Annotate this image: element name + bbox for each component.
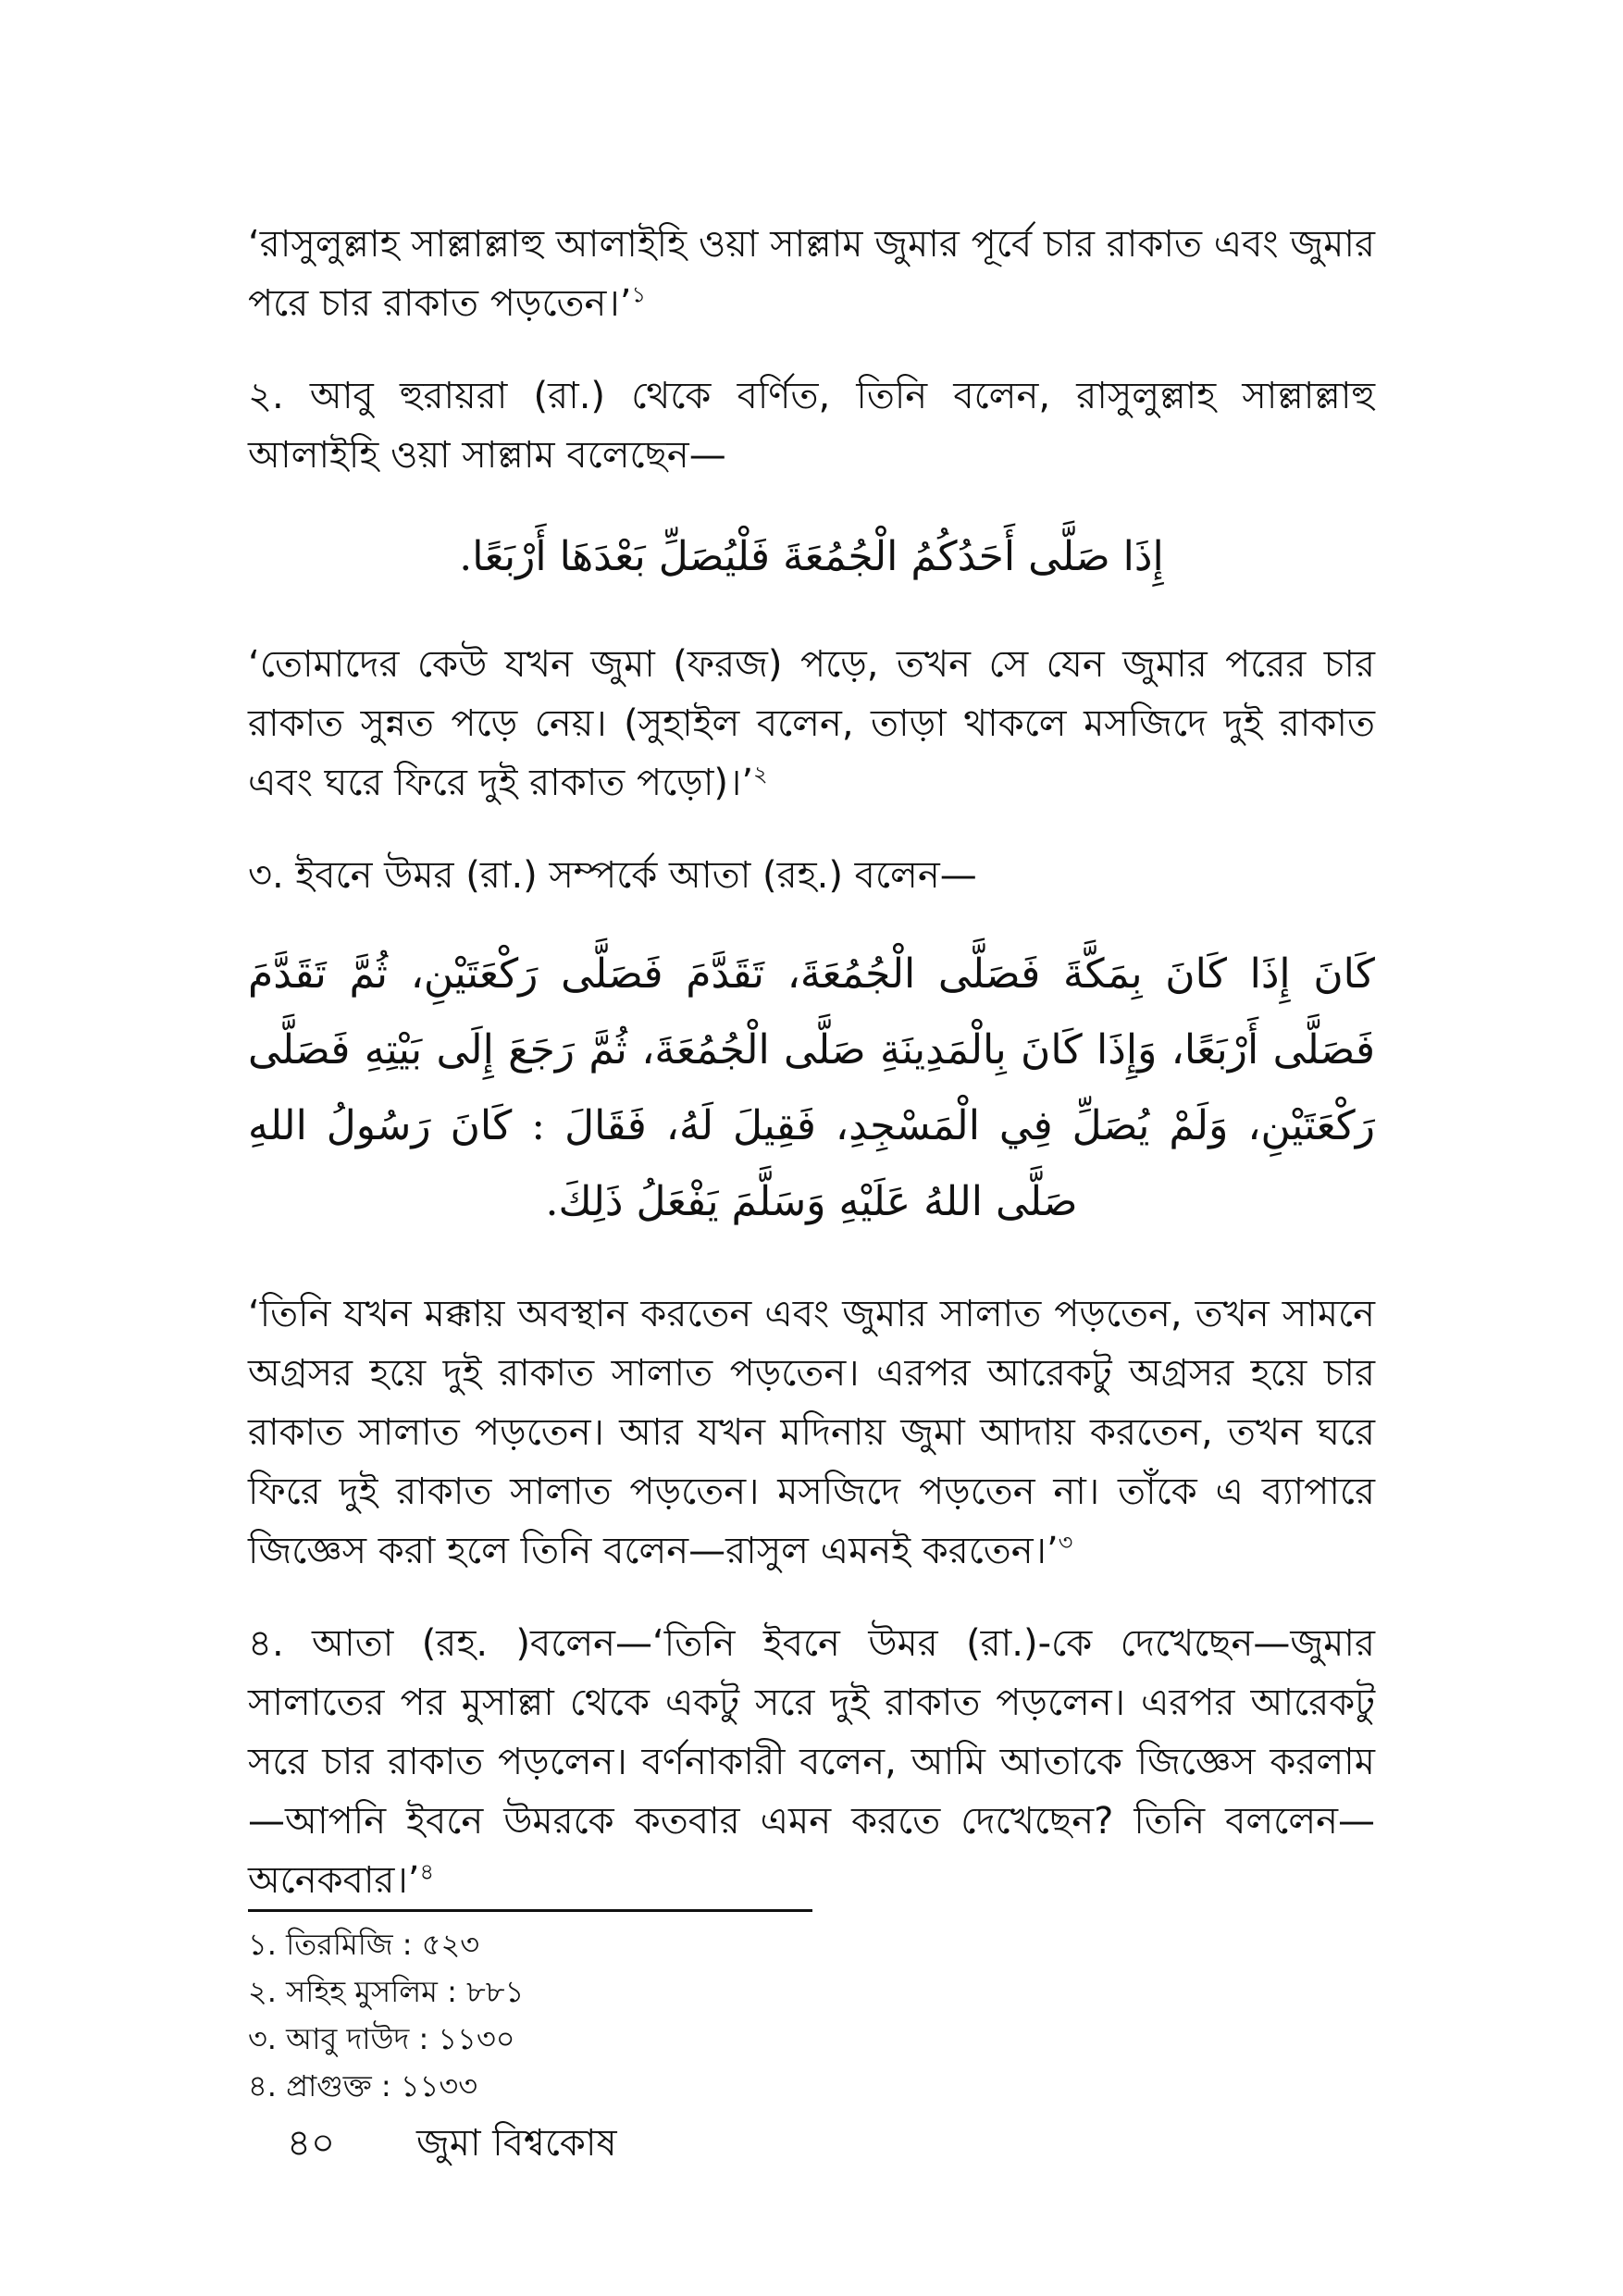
footnote-2: ২. সহিহ মুসলিম : ৮৮১ (248, 1974, 525, 2009)
paragraph-text: ‘তোমাদের কেউ যখন জুমা (ফরজ) পড়ে, তখন সে যেন জুমার পরের চার রাকাত সুন্নত পড়ে নেয়। (সুহাইল বলেন, তাড়া থাকলে মসজিদে দুই রাকাত এবং ঘরে ফিরে দুই রাকাত পড়ো)।’ (248, 643, 1375, 804)
footnote-ref: ৩ (1058, 1529, 1073, 1556)
footnotes (248, 1921, 524, 2110)
page-footer (287, 2117, 617, 2169)
footnote-4: ৪. প্রাগুক্ত : ১১৩৩ (248, 2068, 478, 2104)
footnote-divider (248, 1909, 812, 1912)
paragraph-text: ৪. আতা (রহ. )বলেন—‘তিনি ইবনে উমর (রা.)-কে দেখেছেন—জুমার সালাতের পর মুসাল্লা থেকে একটু সরে দুই রাকাত পড়লেন। এরপর আরেকটু সরে চার রাকাত পড়লেন। বর্ণনাকারী বলেন, আমি আতাকে জিজ্ঞেস করলাম—আপনি ইবনে উমরকে কতবার এমন করতে দেখেছেন? তিনি বললেন—অনেকবার।’ (248, 1622, 1375, 1902)
arabic-hadith-2: كَانَ إِذَا كَانَ بِمَكَّةَ فَصَلَّى الْجُمُعَةَ، تَقَدَّمَ فَصَلَّى رَكْعَتَيْنِ، ثُمَّ تَقَدَّمَ فَصَلَّى أَرْبَعًا، وَإِذَا كَانَ بِالْمَدِينَةِ صَلَّى الْجُمُعَةَ، ثُمَّ رَجَعَ إِلَى بَيْتِهِ فَصَلَّى رَكْعَتَيْنِ، وَلَمْ يُصَلِّ فِي الْمَسْجِدِ، فَقِيلَ لَهُ، فَقَالَ : كَانَ رَسُولُ اللهِ صَلَّى اللهُ عَلَيْهِ وَسَلَّمَ يَفْعَلُ ذَلِكَ. (248, 950, 1375, 1225)
hadith-translation-2 (248, 635, 1375, 813)
paragraph-text: ‘তিনি যখন মক্কায় অবস্থান করতেন এবং জুমার সালাত পড়তেন, তখন সামনে অগ্রসর হয়ে দুই রাকাত সালাত পড়তেন। এরপর আরেকটু অগ্রসর হয়ে চার রাকাত সালাত পড়তেন। আর যখন মদিনায় জুমা আদায় করতেন, তখন ঘরে ফিরে দুই রাকাত সালাত পড়তেন। মসজিদে পড়তেন না। তাঁকে এ ব্যাপারে জিজ্ঞেস করা হলে তিনি বলেন—রাসুল এমনই করতেন।’ (248, 1293, 1375, 1572)
hadith-translation-3 (248, 1285, 1375, 1581)
hadith-4 (248, 1614, 1375, 1910)
footnote-3: ৩. আবু দাউদ : ১১৩০ (248, 2021, 515, 2056)
hadith-intro-3 (248, 846, 1375, 905)
main-text (248, 215, 1375, 1910)
hadith-translation-1 (248, 215, 1375, 333)
hadith-intro-2 (248, 366, 1375, 485)
footnote-ref: ২ (753, 761, 768, 788)
page-number: ৪০ (287, 2122, 335, 2165)
book-title: জুমা বিশ্বকোষ (416, 2122, 617, 2165)
footnote-1: ১. তিরমিজি : ৫২৩ (248, 1927, 480, 1962)
footnote-ref: ১ (631, 281, 647, 308)
arabic-hadith-1: إِذَا صَلَّى أَحَدُكُمُ الْجُمُعَةَ فَلْيُصَلِّ بَعْدَهَا أَرْبَعًا. (459, 533, 1164, 580)
paragraph-text: ২. আবু হুরায়রা (রা.) থেকে বর্ণিত, তিনি বলেন, রাসুলুল্লাহ সাল্লাল্লাহু আলাইহি ওয়া সাল্লাম বলেছেন— (248, 375, 1375, 477)
footnote-ref: ৪ (419, 1858, 435, 1885)
paragraph-text: ‘রাসুলুল্লাহ সাল্লাল্লাহু আলাইহি ওয়া সাল্লাম জুমার পূর্বে চার রাকাত এবং জুমার পরে চার রাকাত পড়তেন।’ (248, 223, 1375, 325)
paragraph-text: ৩. ইবনে উমর (রা.) সম্পর্কে আতা (রহ.) বলেন— (248, 854, 977, 897)
